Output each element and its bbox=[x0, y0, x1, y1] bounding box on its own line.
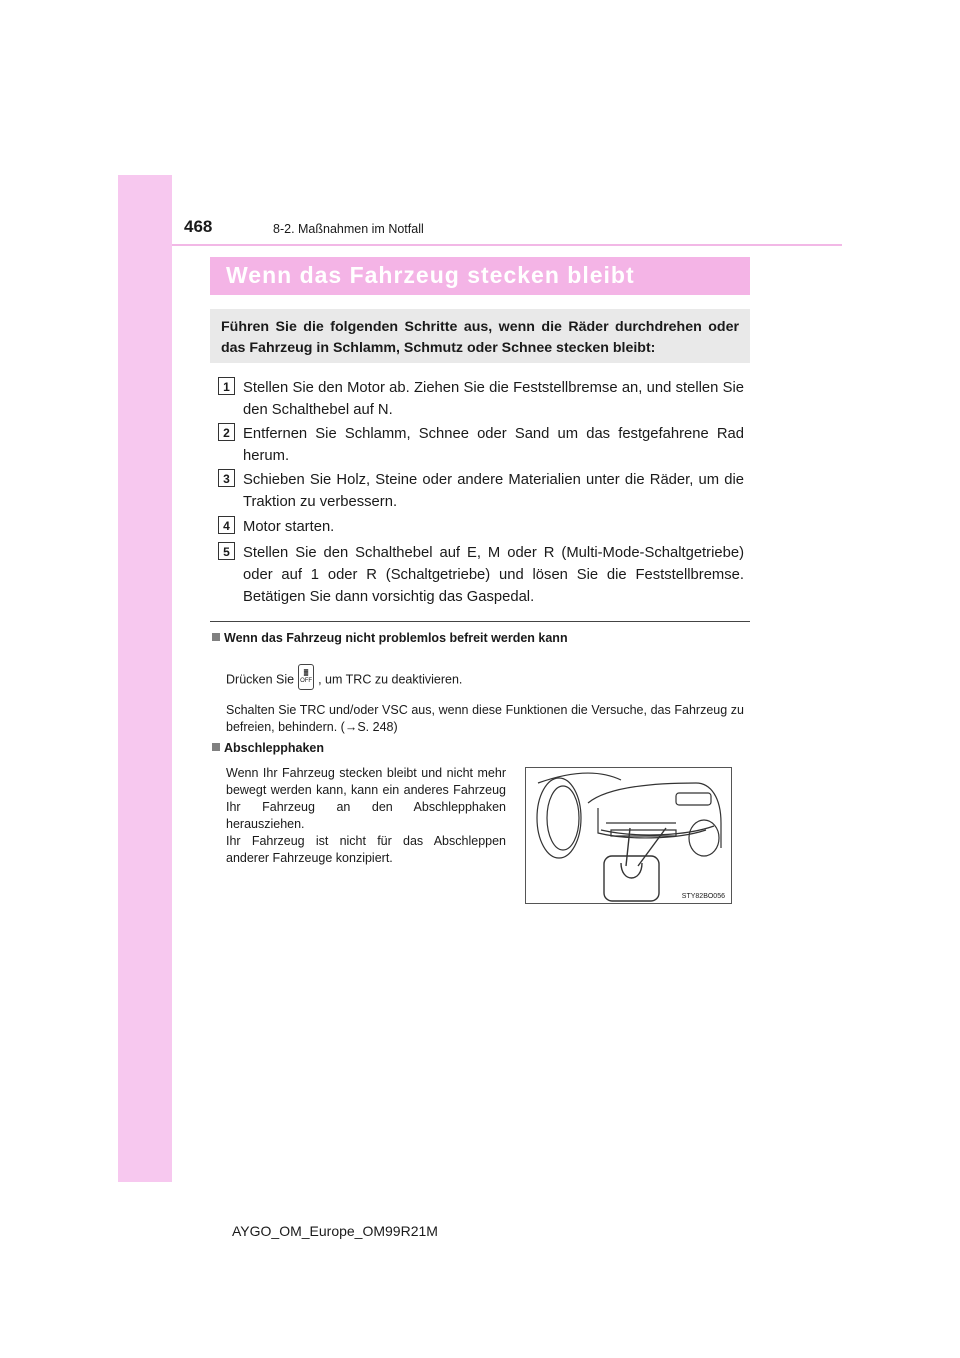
note-heading-free-vehicle bbox=[212, 631, 568, 645]
note-heading-text: Wenn das Fahrzeug nicht problemlos befreit werden kann bbox=[224, 631, 568, 645]
press-text: Drücken Sie bbox=[226, 672, 295, 687]
section-heading: 8-2. Maßnahmen im Notfall bbox=[273, 222, 424, 236]
step-2-text: Entfernen Sie Schlamm, Schnee oder Sand um das festgefahrene Rad herum. bbox=[243, 426, 744, 464]
intro-text: Führen Sie die folgenden Schritte aus, wenn die Räder durchdrehen oder das Fahrzeug in Schlamm, Schmutz oder Schnee stecken bleibt: bbox=[221, 319, 739, 356]
section-divider bbox=[210, 621, 750, 622]
header-rule bbox=[172, 244, 842, 246]
chapter-sidebar bbox=[118, 175, 172, 1182]
step-3-text: Schieben Sie Holz, Steine oder andere Materialien unter die Räder, um die Traktion zu verbessern. bbox=[243, 472, 744, 510]
square-bullet-icon bbox=[212, 633, 220, 641]
note-heading-text: Abschlepphaken bbox=[224, 741, 325, 755]
step-3-badge: 3 bbox=[218, 469, 235, 487]
figure-code: STY82BO056 bbox=[681, 893, 725, 900]
step-1-text: Stellen Sie den Motor ab. Ziehen Sie die Feststellbremse an, und stellen Sie den Schalthebel auf N. bbox=[243, 380, 744, 418]
tow-hook-text-1: Wenn Ihr Fahrzeug stecken bleibt und nicht mehr bewegt werden kann, kann ein anderes Fahrzeug Ihr Fahrzeug an den Abschlepphaken herausziehen. bbox=[226, 766, 506, 831]
note-heading-tow-hook bbox=[212, 741, 324, 755]
step-4-text: Motor starten. bbox=[243, 519, 335, 535]
square-bullet-icon bbox=[212, 743, 220, 751]
tow-hook-text-2: Ihr Fahrzeug ist nicht für das Abschleppen anderer Fahrzeuge konzipiert. bbox=[226, 834, 506, 865]
title-banner bbox=[210, 257, 750, 295]
trc-vsc-note: Schalten Sie TRC und/oder VSC aus, wenn diese Funktionen die Versuche, das Fahrzeug zu befreien, behindern. (→S. 248) bbox=[226, 703, 744, 734]
footer-doc-id: AYGO_OM_Europe_OM99R21M bbox=[232, 1223, 438, 1239]
page-title: Wenn das Fahrzeug stecken bleibt bbox=[226, 262, 635, 288]
trc-off-button-icon: ▓ OFF bbox=[298, 664, 314, 690]
step-2-badge: 2 bbox=[218, 423, 235, 441]
step-4-badge: 4 bbox=[218, 516, 235, 534]
step-5-text: Stellen Sie den Schalthebel auf E, M oder R (Multi-Mode-Schaltgetriebe) oder auf 1 oder R (Schaltgetriebe) und lösen Sie die Feststellbremse. Betätigen Sie dann vorsichtig das Gaspedal. bbox=[243, 545, 744, 605]
trc-press-line bbox=[226, 667, 746, 693]
car-rear-illustration bbox=[526, 768, 731, 903]
tow-hook-figure bbox=[525, 767, 732, 904]
step-1-badge: 1 bbox=[218, 377, 235, 395]
page-number: 468 bbox=[184, 217, 213, 236]
press-text-end: , um TRC zu deaktivieren. bbox=[318, 672, 463, 687]
tow-hook-text bbox=[226, 765, 506, 867]
step-5-badge: 5 bbox=[218, 542, 235, 560]
intro-box bbox=[210, 309, 750, 363]
